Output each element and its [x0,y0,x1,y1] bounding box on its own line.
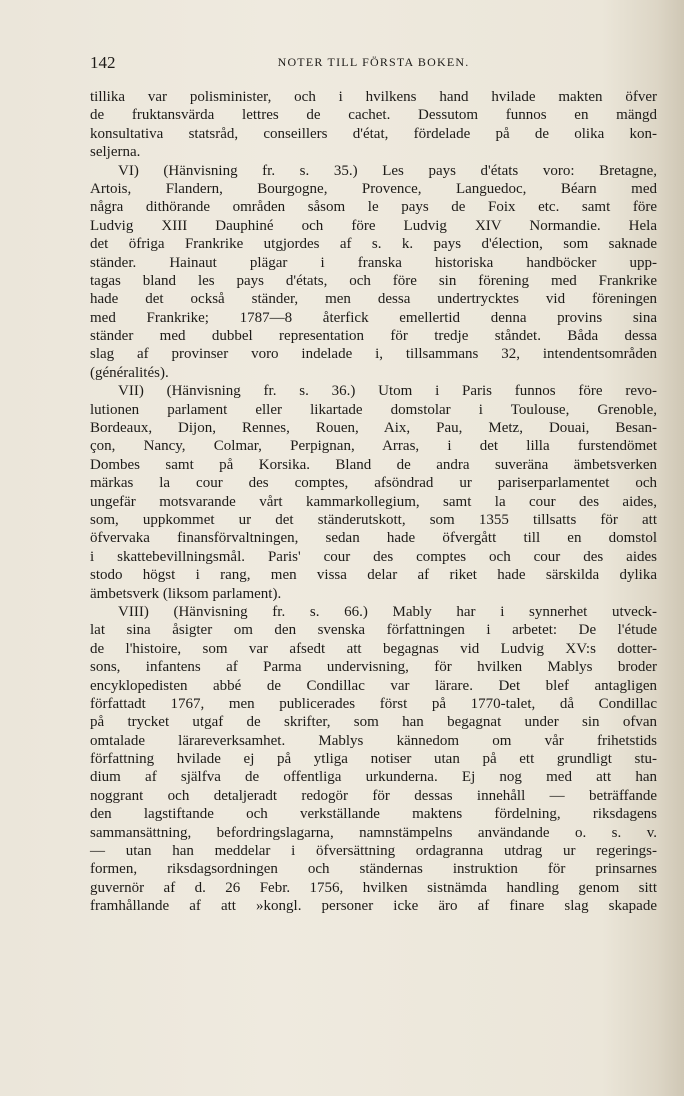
text-line [90,511,657,529]
text-line [90,842,657,860]
text-line [90,787,657,805]
text-line [90,860,657,878]
text-line-content: VIII) (Hänvisning fr. s. 66.) Mably har i synnerhet utveck- [118,603,657,620]
text-line-content: det öfriga Frankrike utgjordes af s. k. pays d'élection, som saknade [90,236,657,253]
text-line-content: encyklopedisten abbé de Condillac var lärare. Det blef antagligen [90,677,657,694]
text-line [90,254,657,272]
text-line [90,106,657,124]
text-line [90,879,657,897]
text-line [90,162,657,180]
text-line [90,143,657,161]
text-line [90,217,657,235]
text-line [90,658,657,676]
text-line [90,732,657,750]
text-line-content: ungefär motsvarande vårt kammarkollegium, samt la cour des aides, [90,493,657,510]
text-line [90,180,657,198]
text-line [90,235,657,253]
text-line [90,125,657,143]
text-line-content: författadt 1767, men publicerades först på 1770-talet, då Condillac [90,695,657,712]
text-line-content: slag af provinser voro indelade i, tillsammans 32, intendentsområden [90,346,657,363]
text-line [90,401,657,419]
text-line-content: omtalade lärareverksamhet. Mablys kännedom om vår frihetstids [90,732,657,749]
text-line-content: — utan han meddelar i öfversättning ordagranna utdrag ur regerings- [90,843,657,860]
text-line-content: konsultativa statsråd, conseillers d'état, fördelade på de olika kon- [90,125,657,142]
text-line [90,198,657,216]
text-line [90,437,657,455]
text-line-content: Artois, Flandern, Bourgogne, Provence, Languedoc, Béarn med [90,180,657,197]
text-line [90,345,657,363]
text-line-content: tillika var polisminister, och i hvilkens hand hvilade makten öfver [90,89,657,105]
body-text [90,88,657,916]
text-line-content: formen, riksdagsordningen och ständernas instruktion för prinsarnes [90,861,657,878]
text-line-content: de fruktansvärda lettres de cachet. Dessutom funnos en mängd [90,107,657,124]
text-line [90,272,657,290]
text-line [90,695,657,713]
text-line-content: i skattebevillningsmål. Paris' cour des comptes och cour des aides [90,548,657,565]
text-line-content: sons, infantens af Parma undervisning, för hvilken Mablys broder [90,659,657,676]
text-line-content: lutionen parlament eller likartade domstolar i Toulouse, Grenoble, [90,401,657,418]
text-line-content: Dombes samt på Korsika. Bland de andra suveräna ämbetsverken [90,456,657,473]
text-line [90,824,657,842]
text-line [90,529,657,547]
text-line [90,750,657,768]
text-line [90,382,657,400]
text-line-content: de l'histoire, som var afsedt att begagnas vid Ludvig XV:s dotter- [90,640,657,657]
text-line-content: framhållande af att »kongl. personer icke äro af finare slag skapade [90,898,657,915]
text-line [90,640,657,658]
text-line [90,474,657,492]
text-line [90,456,657,474]
text-line [90,493,657,511]
text-line-content: med Frankrike; 1787—8 återfick emellertid denna provins sina [90,309,657,326]
page-number: 142 [90,53,116,72]
text-line [90,603,657,621]
text-line [90,290,657,308]
text-line-content: noggrant och detaljeradt redogör för dessas innehåll — beträffande [90,787,657,804]
text-line-content: ämbetsverk (liksom parlament). [90,585,282,602]
text-line-content: çon, Nancy, Colmar, Perpignan, Arras, i det lilla furstendömet [90,438,657,455]
text-line [90,548,657,566]
text-line-content: tagas bland les pays d'états, och före sin förening med Frankrike [90,272,657,289]
text-line-content: den lagstiftande och verkställande maktens fördelning, riksdagens [90,806,657,823]
text-line-content: guvernör af d. 26 Febr. 1756, hvilken sistnämda handling genom sitt [90,879,657,896]
text-line [90,309,657,327]
text-line [90,713,657,731]
running-title: NOTER TILL FÖRSTA BOKEN. [277,55,470,69]
text-line-content: hade det också ständer, men dessa undertrycktes vid föreningen [90,291,657,308]
text-line-content: stodo högst i rang, men vissa delar af riket hade särskilda dylika [90,567,657,584]
text-line-content: ständer med dubbel representation för tredje ståndet. Båda dessa [90,328,657,345]
text-line [90,677,657,695]
text-line [90,566,657,584]
text-line [90,327,657,345]
text-line-content: på trycket utgaf de skrifter, som han begagnat under sin ofvan [90,714,657,731]
text-line [90,419,657,437]
text-line-content: lat sina åsigter om den svenska författningen i arbetet: De l'étude [90,622,657,639]
text-line-content: öfvervaka finansförvaltningen, sedan hade öfvergått till en domstol [90,530,657,547]
text-line [90,585,657,603]
text-line [90,364,657,382]
text-line [90,621,657,639]
text-line-content: Ludvig XIII Dauphiné och före Ludvig XIV Normandie. Hela [90,217,657,234]
text-line-content: några dithörande områden såsom le pays de Foix etc. samt före [90,199,657,216]
page-header [90,53,657,75]
text-line-content: sammansättning, befordringslagarna, namnstämpelns användande o. s. v. [90,824,657,841]
text-line-content: VI) (Hänvisning fr. s. 35.) Les pays d'états voro: Bretagne, [118,162,657,179]
text-line-content: märkas la cour des comptes, afsöndrad ur pariserparlamentet och [90,475,657,492]
text-line [90,897,657,915]
text-line-content: VII) (Hänvisning fr. s. 36.) Utom i Paris funnos före revo- [118,383,657,400]
text-line-content: författning hvilade ej på ytliga notiser utan på ett grundligt stu- [90,751,657,768]
text-line-content: seljerna. [90,144,141,161]
text-line-content: (généralités). [90,364,169,381]
text-line-content: som, uppkommet ur det ständerutskott, som 1355 tillsatts för att [90,511,657,528]
text-line [90,768,657,786]
text-line-content: Bordeaux, Dijon, Rennes, Rouen, Aix, Pau, Metz, Douai, Besan- [90,420,657,437]
text-line [90,805,657,823]
text-line [90,88,657,106]
text-line-content: ständer. Hainaut plägar i franska historiska handböcker upp- [90,254,657,271]
text-line-content: dium af själfva de offentliga urkunderna. Ej nog med att han [90,769,657,786]
